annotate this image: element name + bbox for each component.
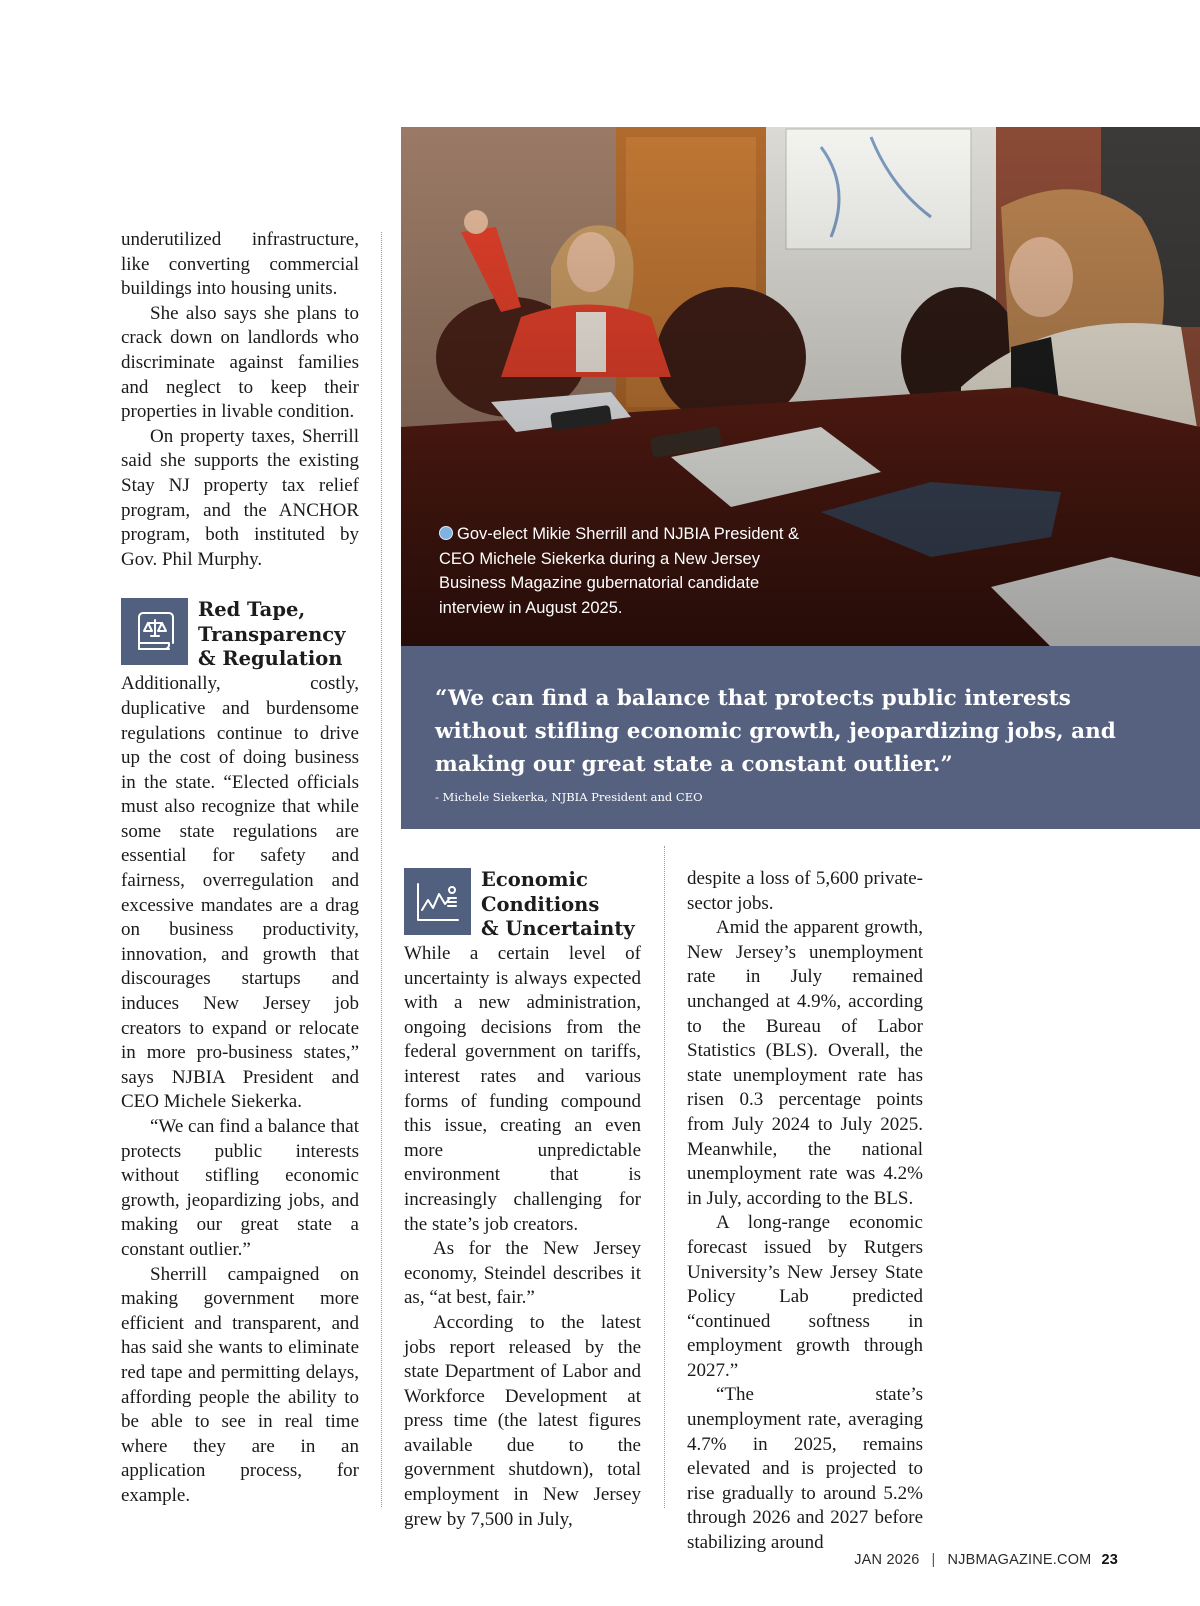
photo-caption: Gov-elect Mikie Sherrill and NJBIA President & CEO Michele Siekerka during a New Jersey Business Magazine gubernatorial candidate interview in August 2025. — [439, 525, 800, 617]
scales-document-icon — [121, 598, 188, 665]
body-paragraph: Additionally, costly, duplicative and burdensome regulations continue to drive up the cost of doing business in the state. “Elected officials must also recognize that while some state regulations are essential for safety and fairness, overregulation and excessive mandates are a drag on business productivity, innovation, and growth that discourages startups and induces New Jersey job creators to expand or relocate in more pro-business states,” says NJBIA President and CEO Michele Siekerka. — [121, 673, 359, 1113]
body-paragraph: On property taxes, Sherrill said she supports the existing Stay NJ property tax relief program, and the ANCHOR program, both instituted by Gov. Phil Murphy. — [121, 425, 359, 570]
page-number: 23 — [1101, 1552, 1118, 1568]
footer-separator: | — [931, 1552, 936, 1568]
section-heading-economic — [404, 868, 641, 940]
body-paragraph: “We can find a balance that protects public interests without stifling economic growth, jeopardizing jobs, and making our great state a constant outlier.” — [121, 1116, 359, 1260]
body-paragraph: According to the latest jobs report released by the state Department of Labor and Workforce Development at press time (the latest figures available due to the government shutdown), total employment in New Jersey grew by 7,500 in July, — [404, 1311, 641, 1530]
column-divider — [381, 232, 382, 1507]
body-paragraph: Amid the apparent growth, New Jersey’s unemployment rate in July remained unchanged at 4.9%, according to the Bureau of Labor Statistics (BLS). Overall, the state unemployment rate has risen 0.3 percentage points from July 2024 to July 2025. Meanwhile, the national unemployment rate was 4.2% in July, according to the BLS. — [687, 917, 923, 1209]
article-column-3 — [687, 867, 923, 1556]
body-paragraph: While a certain level of uncertainty is always expected with a new administration, ongoing decisions from the federal government on tariffs, interest rates and various forms of funding compound this issue, creating an even more unpredictable environment that is increasingly challenging for the state’s job creators. — [404, 943, 641, 1235]
body-paragraph: despite a loss of 5,600 private-sector jobs. — [687, 868, 923, 914]
section-title: Economic Conditions & Uncertainty — [481, 868, 635, 940]
issue-date: JAN 2026 — [854, 1552, 920, 1568]
pull-quote-text: “We can find a balance that protects public interests without stifling economic growth, jeopardizing jobs, and making our great state a constant outlier.” — [435, 686, 1116, 777]
site-link[interactable]: NJBMAGAZINE.COM — [947, 1552, 1092, 1568]
body-paragraph: She also says she plans to crack down on landlords who discriminate against families and neglect to keep their properties in livable condition. — [121, 302, 359, 423]
camera-icon — [439, 526, 453, 540]
article-column-2 — [404, 942, 641, 1532]
body-paragraph: “The state’s unemployment rate, averaging 4.7% in 2025, remains elevated and is projected to rise gradually to around 5.2% through 2026 and 2027 before stabilizing around — [687, 1384, 923, 1554]
body-paragraph: Sherrill campaigned on making government more efficient and transparent, and has said she wants to eliminate red tape and permitting delays, affording people the ability to be able to see in real time where they are in an application process, for example. — [121, 1263, 359, 1506]
page-footer — [854, 1552, 1118, 1568]
body-paragraph: As for the New Jersey economy, Steindel describes it as, “at best, fair.” — [404, 1238, 641, 1309]
column-divider — [664, 846, 665, 1508]
section-title: Red Tape, Transparency & Regulation — [198, 598, 346, 671]
body-paragraph: A long-range economic forecast issued by Rutgers University’s New Jersey State Policy Lab predicted “continued softness in employment growth through 2027.” — [687, 1212, 923, 1381]
article-column-1 — [121, 228, 359, 1509]
line-chart-icon — [404, 868, 471, 935]
section-heading-red-tape — [121, 598, 359, 670]
pull-quote-attribution: - Michele Siekerka, NJBIA President and CEO — [435, 790, 703, 804]
pull-quote — [401, 646, 1200, 829]
body-paragraph: underutilized infrastructure, like converting commercial buildings into housing units. — [121, 229, 359, 300]
